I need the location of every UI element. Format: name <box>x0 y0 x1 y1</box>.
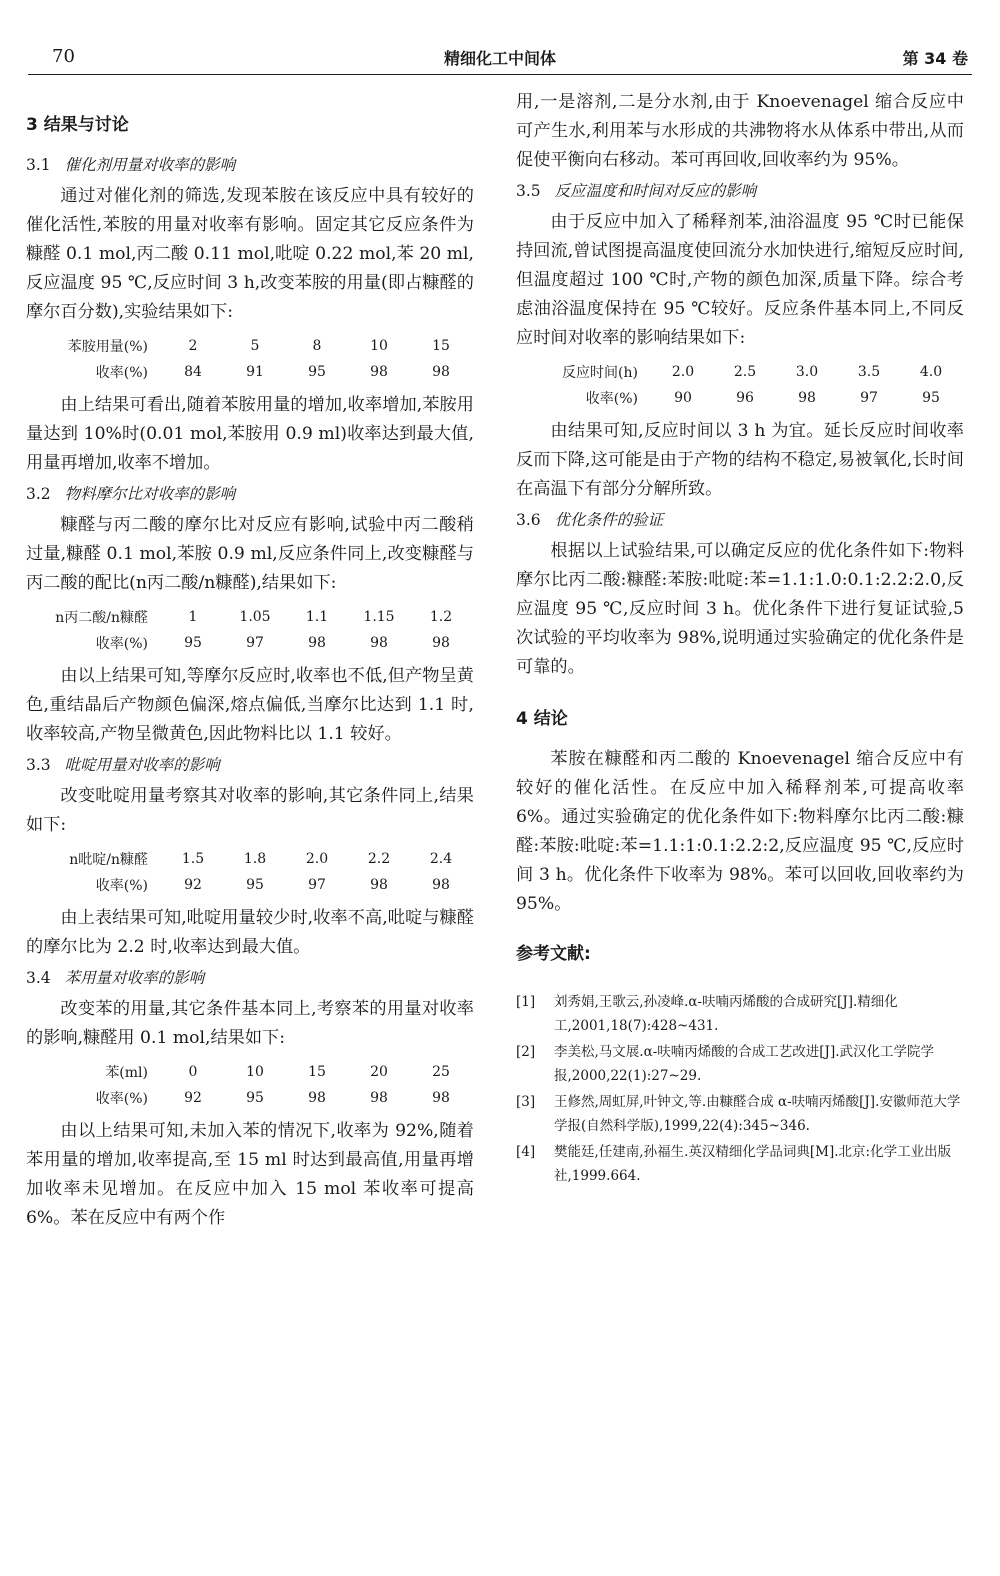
section-4-title: 4 结论 <box>516 709 568 729</box>
data-table-aniline <box>38 333 472 385</box>
reference-item: [1] 刘秀娟,王歌云,孙凌峰.α-呋喃丙烯酸的合成研究[J].精细化工,2001,18(7):428~431. <box>516 994 898 1034</box>
subsection-3-1-title: 3.1 催化剂用量对收率的影响 <box>26 156 236 174</box>
subsection-3-6-title: 3.6 优化条件的验证 <box>516 511 664 529</box>
running-header <box>28 44 972 75</box>
section-3-title: 3 结果与讨论 <box>26 115 129 135</box>
data-table-reaction-time <box>528 359 962 411</box>
table-row: 收率(%) 90 96 98 97 95 <box>585 390 940 407</box>
table-row: 收率(%) 95 97 98 98 98 <box>95 635 450 652</box>
table-row: n丙二酸/n糠醛 1 1.05 1.1 1.15 1.2 <box>55 609 453 626</box>
paragraph: 改变苯的用量,其它条件基本同上,考察苯的用量对收率的影响,糠醛用 0.1 mol,结果如下: <box>26 999 474 1048</box>
reference-item: [4] 樊能廷,任建南,孙福生.英汉精细化学品词典[M].北京:化学工业出版社,1999.664. <box>516 1144 952 1184</box>
table-row: 苯胺用量(%) 2 5 8 10 15 <box>67 338 450 355</box>
reference-item: [3] 王修然,周虹屏,叶钟文,等.由糠醛合成 α-呋喃丙烯酸[J].安徽师范大学学报(自然科学版),1999,22(4):345~346. <box>516 1094 961 1134</box>
table-row: 收率(%) 84 91 95 98 98 <box>95 364 450 381</box>
paragraph: 通过对催化剂的筛选,发现苯胺在该反应中具有较好的催化活性,苯胺的用量对收率有影响。固定其它反应条件为糠醛 0.1 mol,丙二酸 0.11 mol,吡啶 0.22 mol,苯 20 ml,反应温度 95 ℃,反应时间 3 h,改变苯胺的用量(即占糠醛的摩尔百分数),实验结果如下: <box>26 186 474 322</box>
reference-item: [2] 李美松,马文展.α-呋喃丙烯酸的合成工艺改进[J].武汉化工学院学报,2000,22(1):27~29. <box>516 1044 934 1084</box>
paragraph: 由以上结果可知,等摩尔反应时,收率也不低,但产物呈黄色,重结晶后产物颜色偏深,熔点偏低,当摩尔比达到 1.1 时,收率较高,产物呈微黄色,因此物料比以 1.1 较好。 <box>26 666 474 744</box>
data-table-molar-ratio <box>38 604 472 656</box>
paragraph: 由以上结果可知,未加入苯的情况下,收率为 92%,随着苯用量的增加,收率提高,至 15 ml 时达到最高值,用量再增加收率未见增加。在反应中加入 15 mol 苯收率可提高 6%。苯在反应中有两个作 <box>26 1121 474 1228</box>
references-title: 参考文献: <box>516 944 591 964</box>
table-row: 收率(%) 92 95 98 98 98 <box>95 1090 450 1107</box>
paragraph: 用,一是溶剂,二是分水剂,由于 Knoevenagel 缩合反应中可产生水,利用苯与水形成的共沸物将水从体系中带出,从而促使平衡向右移动。苯可再回收,回收率约为 95%。 <box>516 92 964 170</box>
left-column <box>26 88 474 1233</box>
paragraph: 由结果可知,反应时间以 3 h 为宜。延长反应时间收率反而下降,这可能是由于产物的结构不稳定,易被氧化,长时间在高温下有部分分解所致。 <box>516 421 964 499</box>
paragraph: 由上表结果可知,吡啶用量较少时,收率不高,吡啶与糠醛的摩尔比为 2.2 时,收率达到最大值。 <box>26 908 474 957</box>
subsection-3-2-title: 3.2 物料摩尔比对收率的影响 <box>26 485 236 503</box>
paragraph: 根据以上试验结果,可以确定反应的优化条件如下:物料摩尔比丙二酸:糠醛:苯胺:吡啶:苯=1.1:1.0:0.1:2.2:2.0,反应温度 95 ℃,反应时间 3 h。优化条件下进行复证试验,5 次试验的平均收率为 98%,说明通过实验确定的优化条件是可靠的。 <box>516 541 964 677</box>
volume-label: 第 34 卷 <box>902 49 968 68</box>
table-row: 苯(ml) 0 10 15 20 25 <box>105 1064 450 1081</box>
right-column <box>516 88 964 1190</box>
data-table-benzene <box>38 1059 472 1111</box>
paragraph: 糠醛与丙二酸的摩尔比对反应有影响,试验中丙二酸稍过量,糠醛 0.1 mol,苯胺 0.9 ml,反应条件同上,改变糠醛与丙二酸的配比(n丙二酸/n糠醛),结果如下: <box>26 515 474 593</box>
paragraph: 改变吡啶用量考察其对收率的影响,其它条件同上,结果如下: <box>26 786 474 835</box>
subsection-3-4-title: 3.4 苯用量对收率的影响 <box>26 969 205 987</box>
page-number: 70 <box>52 46 75 67</box>
journal-title: 精细化工中间体 <box>443 49 556 68</box>
table-row: 反应时间(h) 2.0 2.5 3.0 3.5 4.0 <box>562 364 943 381</box>
data-table-pyridine <box>38 846 472 898</box>
subsection-3-5-title: 3.5 反应温度和时间对反应的影响 <box>516 182 757 200</box>
paragraph: 苯胺在糠醛和丙二酸的 Knoevenagel 缩合反应中有较好的催化活性。在反应中加入稀释剂苯,可提高收率 6%。通过实验确定的优化条件如下:物料摩尔比丙二酸:糠醛:苯胺:吡啶:苯=1.1:1:0.1:2.2:2,反应温度 95 ℃,反应时间 3 h。优化条件下收率为 98%。苯可以回收,回收率约为 95%。 <box>516 749 964 914</box>
table-row: 收率(%) 92 95 97 98 98 <box>95 877 450 894</box>
table-row: n吡啶/n糠醛 1.5 1.8 2.0 2.2 2.4 <box>69 851 453 868</box>
subsection-3-3-title: 3.3 吡啶用量对收率的影响 <box>26 756 220 774</box>
paragraph: 由于反应中加入了稀释剂苯,油浴温度 95 ℃时已能保持回流,曾试图提高温度使回流分水加快进行,缩短反应时间,但温度超过 100 ℃时,产物的颜色加深,质量下降。综合考虑油浴温度保持在 95 ℃较好。反应条件基本同上,不同反应时间对收率的影响结果如下: <box>516 212 964 348</box>
paragraph: 由上结果可看出,随着苯胺用量的增加,收率增加,苯胺用量达到 10%时(0.01 mol,苯胺用 0.9 ml)收率达到最大值,用量再增加,收率不增加。 <box>26 395 474 473</box>
